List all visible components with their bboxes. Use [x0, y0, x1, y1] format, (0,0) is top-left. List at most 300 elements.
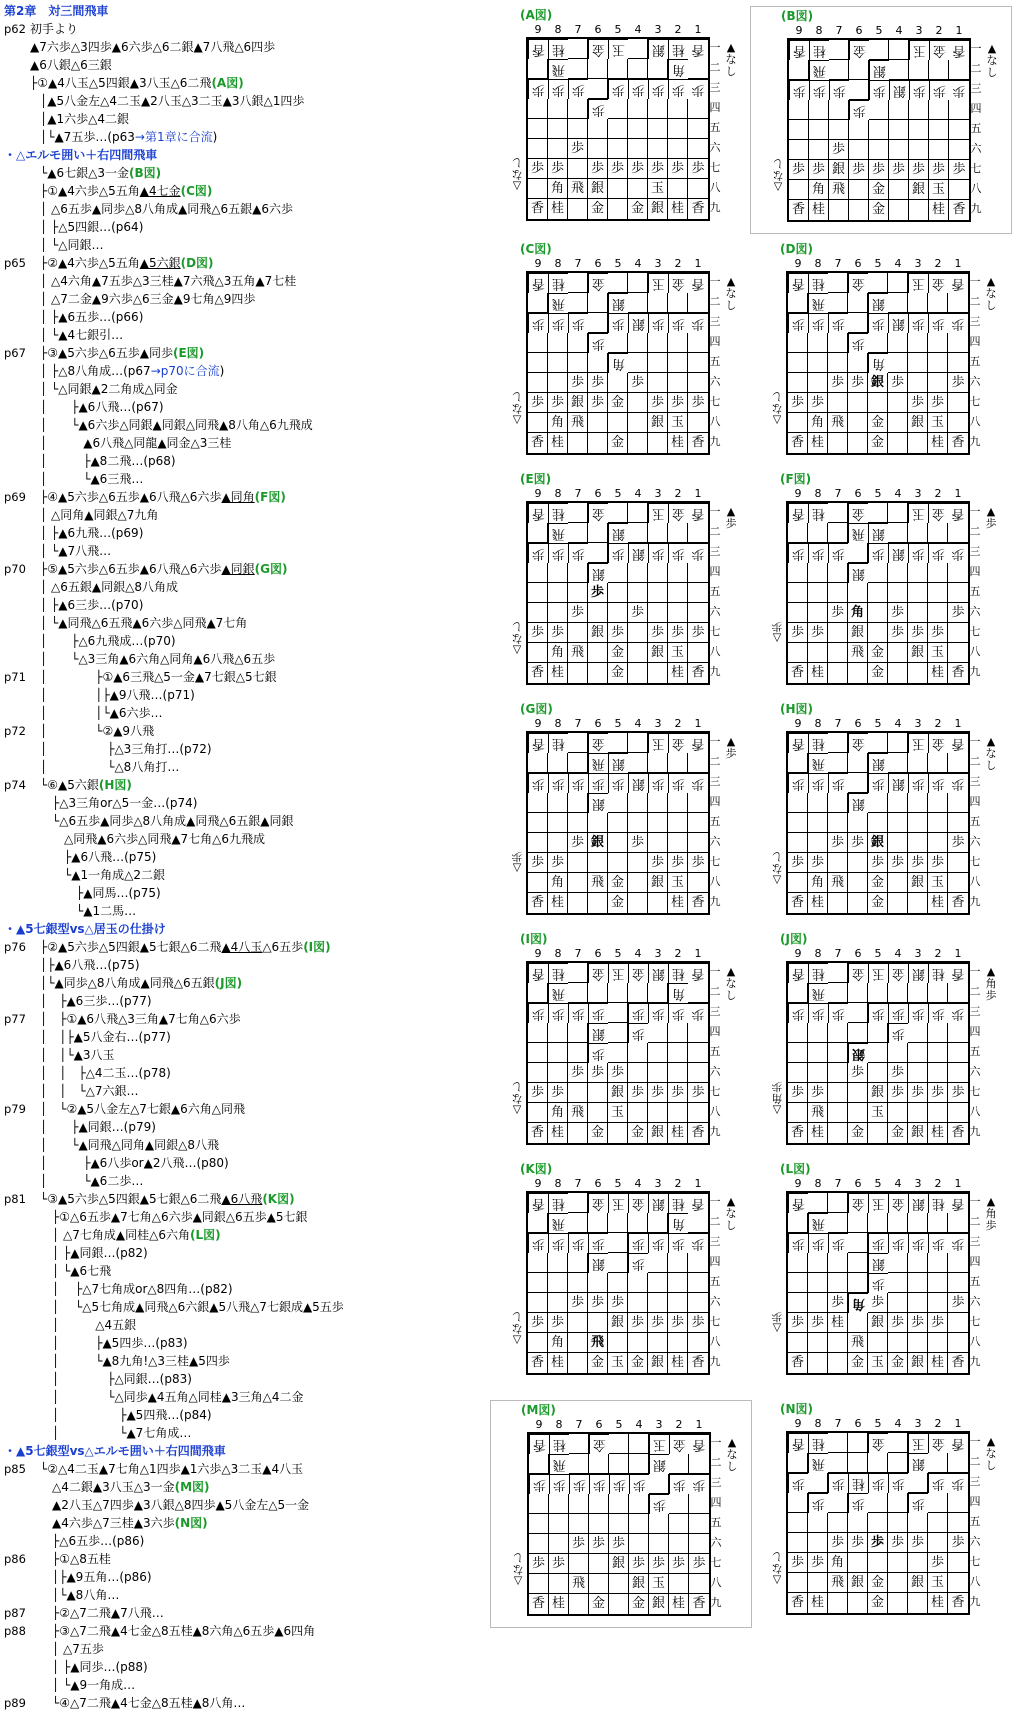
sente-piece: 歩 [568, 139, 588, 159]
empty-square [948, 1273, 968, 1293]
sente-piece: 歩 [809, 160, 829, 180]
gote-piece: 歩 [688, 1233, 708, 1253]
tree-line [40, 182, 212, 200]
diagram-title: (E図) [520, 472, 552, 486]
gote-piece: 玉 [648, 503, 668, 523]
empty-square [668, 1103, 688, 1123]
empty-square [848, 353, 868, 373]
empty-square [908, 663, 928, 683]
file-label: 4 [634, 1177, 642, 1190]
rank-label: 三 [969, 545, 981, 558]
move-text: ) [212, 130, 218, 144]
sente-piece: 歩 [868, 1533, 888, 1553]
move-text: △6五歩 [262, 940, 304, 954]
rank-label: 三 [709, 81, 721, 94]
empty-square [808, 833, 828, 853]
gote-piece: 歩 [669, 1474, 689, 1494]
gote-piece: 歩 [808, 1233, 828, 1253]
sente-piece: 金 [589, 1594, 609, 1614]
sente-piece: 飛 [848, 1333, 868, 1353]
file-label: 3 [654, 717, 662, 730]
empty-square [788, 1023, 808, 1043]
gote-piece: 飛 [548, 1213, 568, 1233]
empty-square [588, 813, 608, 833]
empty-square [829, 40, 849, 60]
empty-square [828, 893, 848, 913]
gote-piece: 歩 [648, 1003, 668, 1023]
empty-square [628, 853, 648, 873]
shogi-diagram [510, 6, 742, 232]
empty-square [589, 1494, 609, 1514]
sente-piece: 角 [548, 1103, 568, 1123]
tree-line [40, 1550, 111, 1568]
empty-square [628, 139, 648, 159]
file-label: 6 [594, 23, 602, 36]
file-label: 3 [914, 947, 922, 960]
sente-piece: 桂 [548, 1353, 568, 1373]
gote-piece: 歩 [648, 1233, 668, 1253]
tree-line [40, 1388, 304, 1406]
tree-line [30, 56, 112, 74]
empty-square [609, 1594, 629, 1614]
rank-label: 八 [970, 182, 982, 195]
empty-square [648, 1103, 668, 1123]
rank-label: 七 [709, 161, 721, 174]
hand-text: ▲角歩 [985, 1195, 997, 1232]
empty-square [688, 373, 708, 393]
figure-ref: (H図) [98, 778, 132, 792]
empty-square [848, 1083, 868, 1103]
gote-piece: 歩 [688, 79, 708, 99]
sente-piece: 飛 [568, 1103, 588, 1123]
move-text: ├②△7二飛▲7八飛… [40, 1606, 164, 1620]
empty-square [908, 1213, 928, 1233]
hand-text: ▲なし [986, 42, 998, 79]
rank-label: 二 [709, 295, 721, 308]
move-text: │ └▲9一角成… [40, 1678, 136, 1692]
sente-piece: 銀 [648, 873, 668, 893]
empty-square [908, 753, 928, 773]
empty-square [788, 643, 808, 663]
empty-square [648, 1023, 668, 1043]
move-text: ▲7六歩△3四歩▲6六歩△6二銀▲7八飛△6四歩 [30, 40, 276, 54]
rank-label: 七 [969, 1315, 981, 1328]
empty-square [928, 1043, 948, 1063]
empty-square [928, 563, 948, 583]
empty-square [609, 1494, 629, 1514]
empty-square [808, 373, 828, 393]
sente-piece: 歩 [928, 1553, 948, 1573]
empty-square [888, 293, 908, 313]
page-ref: p79 [4, 1102, 26, 1116]
empty-square [628, 733, 648, 753]
gote-piece: 歩 [788, 1473, 808, 1493]
gote-hand [725, 1437, 739, 1473]
gote-piece: 銀 [868, 293, 888, 313]
rank-label: 九 [709, 1125, 721, 1138]
file-label: 2 [674, 23, 682, 36]
board-grid [786, 731, 970, 915]
empty-square [668, 1063, 688, 1083]
rank-label: 三 [709, 775, 721, 788]
gote-piece: 歩 [668, 313, 688, 333]
empty-square [788, 833, 808, 853]
sente-piece: 金 [608, 873, 628, 893]
merge-note: →第1章に合流 [134, 130, 213, 144]
file-label: 5 [874, 1177, 882, 1190]
empty-square [628, 753, 648, 773]
move-text: ▲5六銀 [139, 256, 181, 270]
gote-piece: 歩 [848, 1493, 868, 1513]
tree-line [40, 1514, 208, 1532]
gote-piece: 歩 [948, 773, 968, 793]
move-text: ▲同銀 [221, 562, 255, 576]
empty-square [908, 373, 928, 393]
sente-piece: 歩 [828, 833, 848, 853]
empty-square [848, 663, 868, 683]
sente-piece: 香 [789, 200, 809, 220]
page-ref: p67 [4, 346, 26, 360]
empty-square [848, 1593, 868, 1613]
rank-label: 四 [969, 1495, 981, 1508]
empty-square [888, 733, 908, 753]
sente-piece: 歩 [908, 1533, 928, 1553]
gote-piece: 金 [588, 1193, 608, 1213]
empty-square [689, 1494, 709, 1514]
empty-square [688, 1213, 708, 1233]
empty-square [948, 1553, 968, 1573]
empty-square [628, 273, 648, 293]
empty-square [828, 1083, 848, 1103]
empty-square [948, 1453, 968, 1473]
move-text: │ └▲7八飛… [40, 544, 112, 558]
gote-piece: 香 [788, 1433, 808, 1453]
sente-piece: 金 [588, 1123, 608, 1143]
gote-hand [984, 1436, 998, 1472]
tree-line [40, 650, 275, 668]
tree-line [40, 992, 152, 1010]
empty-square [788, 813, 808, 833]
empty-square [788, 1573, 808, 1593]
rank-label: 四 [710, 1496, 722, 1509]
sente-piece: 歩 [808, 853, 828, 873]
rank-label: 七 [969, 625, 981, 638]
gote-piece: 金 [848, 733, 868, 753]
empty-square [948, 813, 968, 833]
empty-square [648, 663, 668, 683]
sente-piece: 歩 [828, 1533, 848, 1553]
gote-piece: 歩 [948, 1233, 968, 1253]
move-text: │ └②▲9八飛 [40, 724, 155, 738]
hand-text: ▲歩 [985, 505, 997, 530]
empty-square [608, 139, 628, 159]
empty-square [668, 179, 688, 199]
gote-piece: 香 [528, 273, 548, 293]
file-label: 9 [534, 257, 542, 270]
empty-square [628, 119, 648, 139]
sente-piece: 歩 [588, 373, 608, 393]
empty-square [608, 333, 628, 353]
rank-label: 五 [969, 815, 981, 828]
rank-label: 二 [709, 61, 721, 74]
empty-square [568, 963, 588, 983]
shogi-diagram [770, 700, 1002, 926]
empty-square [528, 583, 548, 603]
file-label: 3 [654, 1177, 662, 1190]
empty-square [608, 503, 628, 523]
sente-piece: 金 [608, 393, 628, 413]
empty-square [888, 1593, 908, 1613]
tree-line [40, 1478, 210, 1496]
shogi-diagram [510, 930, 742, 1156]
empty-square [588, 1213, 608, 1233]
sente-piece: 歩 [588, 393, 608, 413]
gote-piece: 歩 [588, 1233, 608, 1253]
rank-label: 九 [709, 201, 721, 214]
hand-text: ▲歩 [725, 505, 737, 530]
sente-piece: 銀 [848, 1573, 868, 1593]
empty-square [829, 200, 849, 220]
diagram-title: (J図) [780, 932, 808, 946]
shogi-diagram [770, 1160, 1002, 1386]
tree-line [40, 1586, 119, 1604]
sente-piece: 歩 [808, 1083, 828, 1103]
empty-square [548, 603, 568, 623]
board-grid [526, 501, 710, 685]
sente-piece: 歩 [628, 603, 648, 623]
empty-square [948, 293, 968, 313]
file-label: 8 [814, 717, 822, 730]
file-label: 6 [854, 487, 862, 500]
gote-piece: 歩 [828, 773, 848, 793]
empty-square [528, 1023, 548, 1043]
move-text: │ └△同銀… [40, 238, 104, 252]
empty-square [908, 1063, 928, 1083]
sente-piece: 玉 [868, 1353, 888, 1373]
sente-piece: 桂 [548, 199, 568, 219]
empty-square [568, 873, 588, 893]
sente-piece: 桂 [668, 433, 688, 453]
empty-square [828, 1433, 848, 1453]
gote-piece: 歩 [928, 1233, 948, 1253]
file-label: 6 [854, 1177, 862, 1190]
tree-line [40, 1334, 188, 1352]
gote-piece: 桂 [668, 1193, 688, 1213]
empty-square [648, 1293, 668, 1313]
file-label: 5 [614, 717, 622, 730]
sente-piece: 歩 [948, 603, 968, 623]
empty-square [688, 643, 708, 663]
section-heading: 第2章 対三間飛車 [4, 4, 109, 18]
sente-piece: 飛 [568, 413, 588, 433]
empty-square [689, 1454, 709, 1474]
sente-piece: 角 [548, 643, 568, 663]
gote-piece: 銀 [608, 293, 628, 313]
empty-square [928, 1513, 948, 1533]
sente-hand [770, 1080, 784, 1116]
diagram-title: (B図) [781, 9, 814, 23]
empty-square [568, 1023, 588, 1043]
hand-text: ▲なし [725, 1195, 737, 1232]
gote-piece: 歩 [888, 1023, 908, 1043]
gote-piece: 銀 [649, 1454, 669, 1474]
sente-piece: 香 [951, 1595, 965, 1610]
empty-square [888, 353, 908, 373]
gote-piece: 歩 [668, 773, 688, 793]
empty-square [629, 1514, 649, 1534]
empty-square [788, 563, 808, 583]
rank-label: 四 [709, 1025, 721, 1038]
hand-text: △歩 [771, 1310, 783, 1335]
gote-piece: 玉 [908, 273, 928, 293]
move-text: ├①△6五歩▲7七角△6六歩▲同銀△6五歩▲5七銀 [40, 1210, 308, 1224]
empty-square [568, 1123, 588, 1143]
empty-square [569, 1554, 589, 1574]
empty-square [868, 793, 888, 813]
rank-label: 五 [969, 355, 981, 368]
move-text: │ └▲同飛△6五飛▲6六歩△同飛▲7七角 [40, 616, 248, 630]
empty-square [888, 813, 908, 833]
board-grid [786, 501, 970, 685]
empty-square [948, 623, 968, 643]
empty-square [808, 1333, 828, 1353]
sente-piece: 歩 [908, 623, 928, 643]
rank-label: 五 [969, 1275, 981, 1288]
tree-line [40, 380, 178, 398]
rank-label: 九 [969, 1595, 981, 1608]
tree-line [40, 1352, 230, 1370]
gote-piece: 金 [668, 273, 688, 293]
rank-label: 九 [969, 895, 981, 908]
rank-label: 二 [969, 1215, 981, 1228]
shogi-diagram [770, 470, 1002, 696]
tree-line [40, 848, 156, 866]
file-label: 6 [595, 1418, 603, 1431]
empty-square [668, 523, 688, 543]
sente-piece: 金 [888, 1353, 908, 1373]
rank-label: 一 [709, 965, 721, 978]
figure-ref: (I図) [303, 940, 331, 954]
gote-piece: 銀 [628, 543, 648, 563]
empty-square [588, 1103, 608, 1123]
gote-piece: 歩 [948, 543, 968, 563]
rank-label: 八 [969, 1105, 981, 1118]
gote-piece: 銀 [868, 1253, 888, 1273]
rank-label: 四 [709, 795, 721, 808]
empty-square [808, 1573, 828, 1593]
gote-piece: 金 [848, 503, 868, 523]
empty-square [928, 1293, 948, 1313]
sente-piece: 銀 [908, 873, 928, 893]
page-ref: p87 [4, 1606, 26, 1620]
rank-label: 五 [969, 1045, 981, 1058]
move-text: │ △7二金▲9六歩△6三金▲9七角△9四歩 [40, 292, 256, 306]
tree-line [40, 1496, 309, 1514]
gote-piece: 歩 [928, 543, 948, 563]
tree-line [40, 542, 111, 560]
empty-square [928, 523, 948, 543]
sente-piece: 金 [868, 893, 888, 913]
page-ref: p88 [4, 1624, 26, 1638]
empty-square [848, 413, 868, 433]
file-label: 4 [634, 947, 642, 960]
sente-piece: 香 [528, 1353, 548, 1373]
sente-piece: 桂 [548, 433, 568, 453]
move-text: ├▲同馬…(p75) [40, 886, 161, 900]
empty-square [888, 663, 908, 683]
sente-piece: 香 [788, 1123, 808, 1143]
gote-piece: 歩 [828, 543, 848, 563]
sente-piece: 歩 [628, 159, 648, 179]
gote-piece: 桂 [848, 1473, 868, 1493]
sente-piece: 歩 [808, 1313, 828, 1333]
figure-ref: (K図) [262, 1192, 295, 1206]
gote-hand [984, 966, 998, 1002]
gote-piece: 桂 [548, 1193, 568, 1213]
gote-piece: 歩 [528, 79, 548, 99]
file-label: 4 [634, 257, 642, 270]
empty-square [789, 180, 809, 200]
rank-label: 五 [969, 1515, 981, 1528]
sente-piece: 歩 [568, 603, 588, 623]
empty-square [688, 139, 708, 159]
move-text: │ ├▲6八歩or▲2八飛…(p80) [40, 1156, 229, 1170]
empty-square [668, 353, 688, 373]
empty-square [528, 1103, 548, 1123]
sente-hand [510, 1080, 524, 1116]
sente-piece: 桂 [808, 663, 828, 683]
empty-square [589, 1574, 609, 1594]
move-text: │ ├▲5四飛…(p84) [40, 1408, 212, 1422]
gote-piece: 玉 [608, 963, 628, 983]
empty-square [888, 583, 908, 603]
empty-square [688, 833, 708, 853]
sente-piece: 歩 [788, 1313, 808, 1333]
empty-square [608, 1003, 628, 1023]
sente-piece: 金 [628, 1353, 648, 1373]
gote-piece: 香 [949, 40, 969, 60]
tree-line [40, 902, 136, 920]
empty-square [788, 373, 808, 393]
tree-line [40, 1100, 245, 1118]
rank-label: 一 [709, 275, 721, 288]
move-text: │ │ └△7六銀… [40, 1084, 139, 1098]
rank-label: 五 [709, 121, 721, 134]
empty-square [908, 1553, 928, 1573]
empty-square [828, 963, 848, 983]
board-grid [786, 271, 970, 455]
gote-piece: 歩 [868, 1233, 888, 1253]
figure-ref: (E図) [172, 346, 205, 360]
empty-square [888, 833, 908, 853]
move-text: │ △7五歩 [40, 1642, 104, 1656]
empty-square [609, 1434, 629, 1454]
sente-piece: 歩 [648, 1313, 668, 1333]
empty-square [928, 1213, 948, 1233]
rank-label: 七 [969, 855, 981, 868]
empty-square [868, 273, 888, 293]
section-heading: ・▲5七銀型vs△居玉の仕掛け [4, 922, 166, 936]
sente-hand [510, 390, 524, 426]
file-label: 4 [634, 23, 642, 36]
empty-square [888, 433, 908, 453]
file-label: 5 [874, 257, 882, 270]
sente-hand [510, 850, 524, 874]
sente-piece: 銀 [908, 1123, 928, 1143]
gote-piece: 歩 [588, 773, 608, 793]
empty-square [908, 833, 928, 853]
sente-piece: 角 [809, 180, 829, 200]
